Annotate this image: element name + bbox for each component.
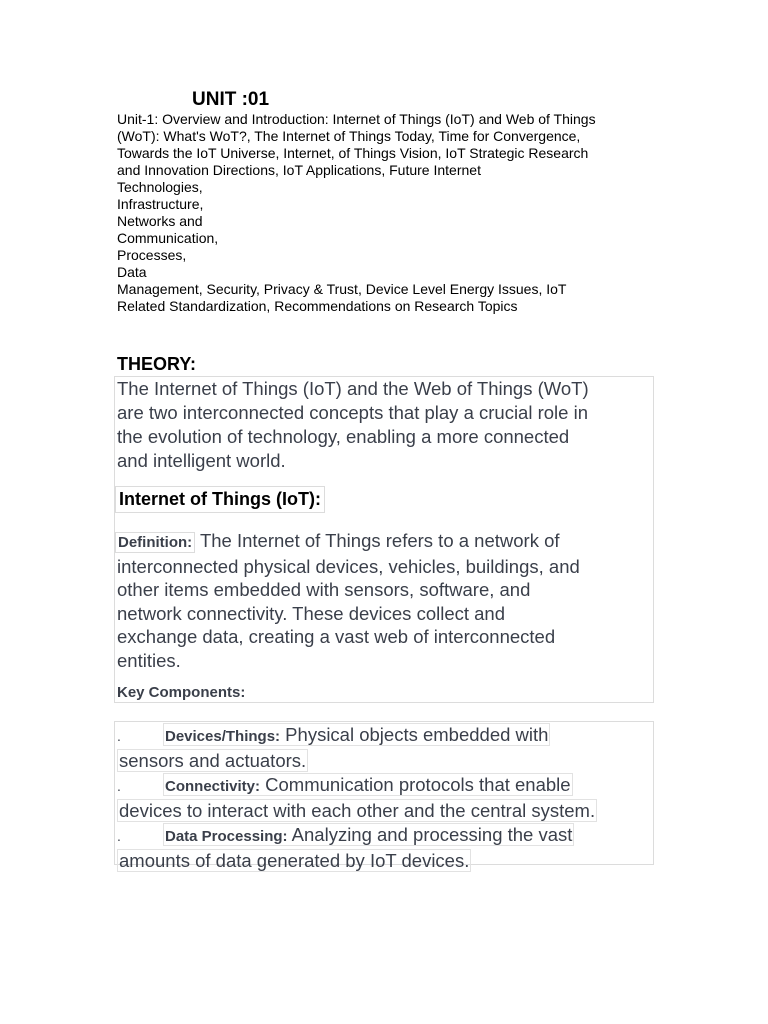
list-item <box>117 723 677 749</box>
syllabus-line: Communication, <box>117 230 219 246</box>
definition-text: The Internet of Things refers to a network of <box>195 530 560 551</box>
theory-intro <box>117 377 657 473</box>
component-first-line <box>163 773 573 796</box>
list-item-continuation <box>117 749 677 773</box>
list-item-continuation <box>117 849 677 873</box>
syllabus-line: Data <box>117 264 147 280</box>
definition-label: Definition: <box>115 532 195 553</box>
syllabus-line: Networks and <box>117 213 203 229</box>
component-text: devices to interact with each other and the central system. <box>119 800 596 821</box>
component-label: Connectivity: <box>165 778 261 795</box>
list-item-continuation <box>117 799 677 823</box>
unit-title: UNIT :01 <box>192 89 270 110</box>
bullet: . <box>117 778 121 794</box>
theory-line: are two interconnected concepts that play a crucial role in <box>117 402 588 423</box>
iot-heading: Internet of Things (IoT): <box>115 486 325 513</box>
component-label: Data Processing: <box>165 828 288 845</box>
theory-heading: THEORY: <box>117 354 196 374</box>
component-text: Physical objects embedded with <box>280 724 549 745</box>
bullet: . <box>117 828 121 844</box>
syllabus-text <box>117 111 677 315</box>
syllabus-line: (WoT): What's WoT?, The Internet of Things Today, Time for Convergence, <box>117 128 581 144</box>
bullet: . <box>117 728 121 744</box>
theory-line: the evolution of technology, enabling a more connected <box>117 426 570 447</box>
definition-paragraph <box>117 529 657 672</box>
syllabus-line: Related Standardization, Recommendations on Research Topics <box>117 298 518 314</box>
theory-line: The Internet of Things (IoT) and the Web of Things (WoT) <box>117 378 589 399</box>
definition-line: entities. <box>117 649 181 671</box>
list-item <box>117 823 677 849</box>
list-item <box>117 773 677 799</box>
component-first-line <box>163 823 574 846</box>
syllabus-line: Management, Security, Privacy & Trust, Device Level Energy Issues, IoT <box>117 281 567 297</box>
syllabus-line: Technologies, <box>117 179 203 195</box>
theory-line: and intelligent world. <box>117 450 286 471</box>
definition-line: other items embedded with sensors, software, and <box>117 579 531 600</box>
components-list <box>117 723 677 873</box>
component-first-line <box>163 723 550 746</box>
component-label: Devices/Things: <box>165 728 281 745</box>
definition-line: interconnected physical devices, vehicles, buildings, and <box>117 555 580 577</box>
syllabus-line: Processes, <box>117 247 187 263</box>
definition-line: exchange data, creating a vast web of interconnected <box>117 626 556 647</box>
syllabus-line: Infrastructure, <box>117 196 204 212</box>
definition-line: network connectivity. These devices collect and <box>117 602 506 624</box>
definition-first-line <box>117 529 657 555</box>
key-components-heading: Key Components: <box>117 684 246 701</box>
syllabus-line: Towards the IoT Universe, Internet, of Things Vision, IoT Strategic Research <box>117 145 589 161</box>
component-text: Communication protocols that enable <box>260 774 571 795</box>
syllabus-line: Unit-1: Overview and Introduction: Internet of Things (IoT) and Web of Things <box>117 111 596 127</box>
component-text: Analyzing and processing the vast <box>287 824 573 845</box>
syllabus-line: and Innovation Directions, IoT Applications, Future Internet <box>117 162 481 178</box>
component-text: sensors and actuators. <box>119 750 307 771</box>
component-text: amounts of data generated by IoT devices. <box>119 850 470 871</box>
